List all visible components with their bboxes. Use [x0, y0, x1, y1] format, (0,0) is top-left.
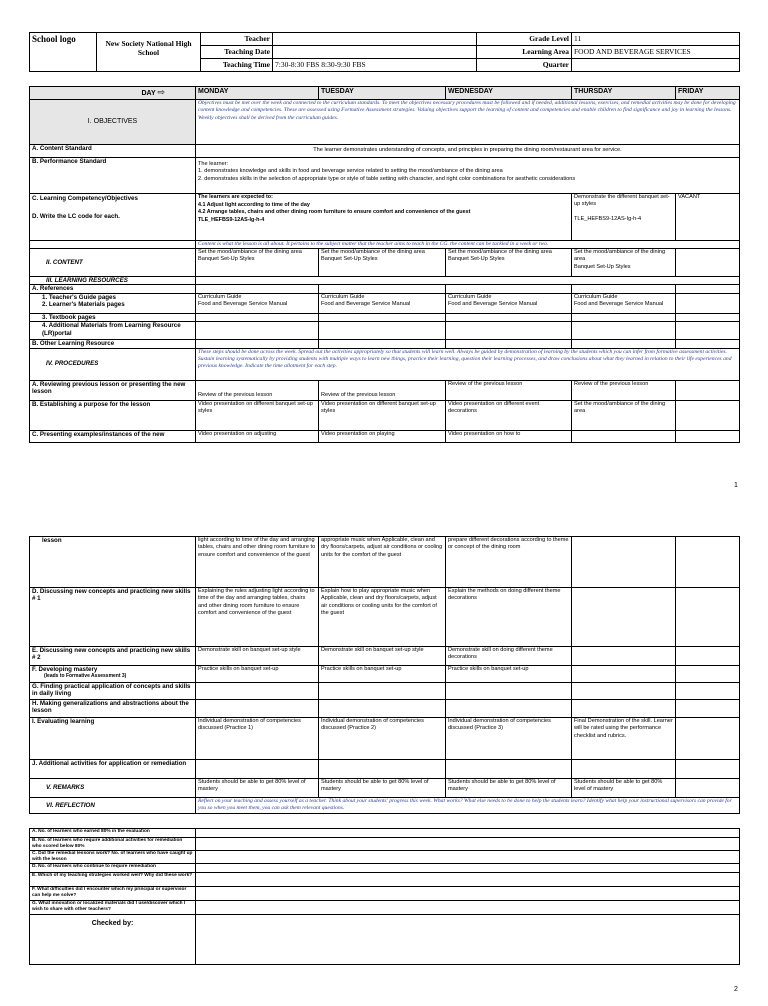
grade-level-value: 11 [572, 33, 740, 46]
textbook-mon [196, 313, 319, 321]
additional-tue [319, 322, 446, 340]
textbook-label: 3. Textbook pages [30, 313, 196, 321]
content-note: Content is what the lesson is all about. It pertains to the subject matter that the teacher aims to teach in the CG. the content can be tackled in a week or two. [196, 241, 740, 249]
references-label: A. References [30, 285, 196, 293]
textbook-fri [676, 313, 740, 321]
learners-materials-label: 2. Learner's Materials pages [42, 301, 125, 309]
other-mon [196, 340, 319, 348]
additional-materials-label: 4. Additional Materials from Learning Resource (LR)portal [30, 322, 196, 340]
procedure-i-friday [676, 718, 740, 760]
procedure-d-label: D. Discussing new concepts and practicing new skills # 1 [30, 588, 196, 647]
procedure-c-monday-cont: light according to time of the day and arranging tables, chairs and other dining room furniture to ensure comfort and convenience of the guest [196, 537, 319, 588]
content-thursday: Set the mood/ambiance of the dining area Banquet Set-Up Styles [572, 249, 676, 277]
content-note-spacer [30, 241, 196, 249]
procedure-b-tuesday: Video presentation on different banquet set-up styles [319, 400, 446, 430]
procedure-e-tuesday: Demonstrate skill on banquet set-up style [319, 647, 446, 666]
teaching-date-label: Teaching Date [201, 46, 273, 59]
references-mon [196, 285, 319, 293]
procedure-c-wednesday-cont: prepare different decorations according to theme or concept of the dining room [446, 537, 572, 588]
competency-friday: VACANT [676, 194, 740, 241]
procedure-e-label: E. Discussing new concepts and practicing new skills # 2 [30, 647, 196, 666]
procedure-c-tuesday: Video presentation on playing [319, 430, 446, 442]
references-fri [676, 285, 740, 293]
procedure-c-label: C. Presenting examples/instances of the new [30, 430, 196, 442]
procedure-g-label: G. Finding practical application of concepts and skills in daily living [30, 683, 196, 700]
remarks-tuesday: Students should be able to get 80% level of mastery [319, 779, 446, 798]
procedure-h-thu [572, 700, 676, 718]
procedure-b-monday: Video presentation on different banquet set-up styles [196, 400, 319, 430]
day-label: DAY [141, 90, 156, 97]
procedure-h-fri [676, 700, 740, 718]
procedure-c-friday-cont [676, 537, 740, 588]
content-standard-label: A. Content Standard [30, 145, 196, 158]
procedure-c-tuesday-cont: appropriate music when Applicable, clean and dry floors/carpets, adjust air conditions or cooling units for the comfort of the guest [319, 537, 446, 588]
additional-thu [572, 322, 676, 340]
procedure-j-mon [196, 760, 319, 779]
textbook-tue [319, 313, 446, 321]
friday-header: FRIDAY [676, 87, 740, 100]
reflection-e-value [196, 873, 740, 887]
reflection-c-label: C. Did the remedial lessons work? No. of learners who have caught up with the lesson [30, 851, 196, 864]
procedure-c-thursday-cont [572, 537, 676, 588]
resources-thursday: Curriculum Guide Food and Beverage Service Manual [572, 293, 676, 313]
resources-tuesday: Curriculum Guide Food and Beverage Service Manual [319, 293, 446, 313]
other-thu [572, 340, 676, 348]
other-fri [676, 340, 740, 348]
procedure-i-wednesday: Individual demonstration of competencies discussed (Practice 3) [446, 718, 572, 760]
quarter-label: Quarter [477, 59, 572, 72]
procedure-f-label [30, 666, 196, 683]
other-resource-label: B. Other Learning Resource [30, 340, 196, 348]
other-wed [446, 340, 572, 348]
grade-level-label: Grade Level [477, 33, 572, 46]
performance-standard-text: The learner: 1. demonstrates knowledge and skills in food and beverage service related to setting the mood/ambiance of the dining area 2. demonstrates skills in the selection of appropriate type or style of table setting with character, and right color combinations for aesthetic considerations [196, 158, 740, 194]
procedure-e-friday [676, 647, 740, 666]
objectives-title: I. OBJECTIVES [30, 100, 196, 145]
procedure-c-friday [676, 430, 740, 442]
reflection-c-value [196, 851, 740, 864]
procedure-b-label: B. Establishing a purpose for the lesson [30, 400, 196, 430]
quarter-value [572, 59, 740, 72]
procedure-f-thursday [572, 666, 676, 683]
textbook-thu [572, 313, 676, 321]
procedure-h-mon [196, 700, 319, 718]
additional-wed [446, 322, 572, 340]
resources-friday [676, 293, 740, 313]
procedure-c-wednesday: Video presentation on how to [446, 430, 572, 442]
teacher-value [273, 33, 477, 46]
remarks-label: V. REMARKS [30, 779, 196, 798]
procedure-f-wednesday: Practice skills on banquet set-up [446, 666, 572, 683]
competency-thursday: Demonstrate the different banquet set-up styles TLE_HEFBS9-12AS-Ig-h-4 [572, 194, 676, 241]
procedure-j-wed [446, 760, 572, 779]
reflection-a-value [196, 829, 740, 838]
reflection-g-value [196, 901, 740, 915]
teaching-time-value: 7:30-8:30 FBS 8:30-9:30 FBS [273, 59, 477, 72]
competency-labels [30, 194, 196, 241]
procedure-a-monday: Review of the previous lesson [196, 380, 319, 400]
lesson-plan-table-page1 [29, 86, 740, 443]
procedure-a-friday [676, 380, 740, 400]
teachers-guide-label: 1. Teacher's Guide pages [42, 293, 116, 301]
other-tue [319, 340, 446, 348]
reflection-note: Reflect on your teaching and assess yourself as a teacher. Think about your students' progress this week. What works? What else needs to be done to help the students learn? Identify what help your instructional supervisors can provide for you so when you meet them, you can ask them relevant questions. [196, 798, 740, 814]
procedures-title: IV. PROCEDURES [30, 348, 196, 380]
tg-lm-labels [30, 293, 196, 313]
reflection-d-label: D. No. of learners who continue to require remediation [30, 864, 196, 873]
wednesday-header: WEDNESDAY [446, 87, 572, 100]
teaching-time-label: Teaching Time [201, 59, 273, 72]
reflection-d-value [196, 864, 740, 873]
resources-wednesday: Curriculum Guide Food and Beverage Service Manual [446, 293, 572, 313]
page-number-1: 1 [734, 482, 738, 489]
procedure-e-thursday [572, 647, 676, 666]
performance-standard-label: B. Performance Standard [30, 158, 196, 194]
procedure-i-tuesday: Individual demonstration of competencies discussed (Practice 2) [319, 718, 446, 760]
procedure-h-tue [319, 700, 446, 718]
procedure-d-friday [676, 588, 740, 647]
learning-area-label: Learning Area [477, 46, 572, 59]
resources-monday: Curriculum Guide Food and Beverage Service Manual [196, 293, 319, 313]
monday-header: MONDAY [196, 87, 319, 100]
competency-label: C. Learning Competency/Objectives [32, 195, 138, 202]
header-table [29, 32, 740, 72]
lc-code-label: D. Write the LC code for each. [32, 213, 120, 220]
procedure-a-wednesday: Review of the previous lesson [446, 380, 572, 400]
checked-by-label: Checked by: [30, 915, 196, 965]
procedure-d-thursday [572, 588, 676, 647]
procedure-f-friday [676, 666, 740, 683]
teaching-date-value [273, 46, 477, 59]
procedure-c-monday: Video presentation on adjusting [196, 430, 319, 442]
references-wed [446, 285, 572, 293]
procedure-j-label: J. Additional activities for application or remediation [30, 760, 196, 779]
reflection-b-value [196, 838, 740, 851]
procedure-e-wednesday: Demonstrate skill on doing different theme decorations [446, 647, 572, 666]
remarks-thursday: Students should be able to get 80% level of mastery [572, 779, 676, 798]
developing-mastery-label: F. Developing mastery [32, 666, 98, 673]
thursday-header: THURSDAY [572, 87, 676, 100]
procedure-a-tuesday: Review of the previous lesson [319, 380, 446, 400]
content-friday [676, 249, 740, 277]
textbook-wed [446, 313, 572, 321]
reflection-table [29, 828, 740, 965]
procedure-c-label-cont: lesson [30, 537, 196, 588]
remarks-wednesday: Students should be able to get 80% level of mastery [446, 779, 572, 798]
content-monday: Set the mood/ambiance of the dining area Banquet Set-Up Styles [196, 249, 319, 277]
procedure-i-monday: Individual demonstration of competencies discussed (Practice 1) [196, 718, 319, 760]
reflection-b-label: B. No. of learners who require additional activities for remediation who scored below 80% [30, 838, 196, 851]
procedure-h-label: H. Making generalizations and abstractions about the lesson [30, 700, 196, 718]
procedure-b-thursday: Set the mood/ambiance of the dining area [572, 400, 676, 430]
remarks-friday [676, 779, 740, 798]
procedures-note: These steps should be done across the week. Spread out the activities appropriately so that students will learn well. Always be guided by demonstration of learning by the students which you can infer from formative assessment activities. Sustain learning systematically by providing students with multiple ways to learn new things, practice their learning, question their learning processes, and draw conclusions about what they learned in relation to their life experiences and previous knowledge. Indicate the time allotment for each step. [196, 348, 740, 380]
procedure-j-tue [319, 760, 446, 779]
procedure-j-fri [676, 760, 740, 779]
content-tuesday: Set the mood/ambiance of the dining area Banquet Set-Up Styles [319, 249, 446, 277]
reflection-a-label: A. No. of learners who earned 80% in the evaluation [30, 829, 196, 838]
additional-mon [196, 322, 319, 340]
procedure-d-tuesday: Explain how to play appropriate music when Applicable, clean and dry floors/carpets, adjust air conditions or cooling units for the comfort of the guest [319, 588, 446, 647]
arrow-right-icon: ⇨ [157, 87, 165, 97]
formative-assessment-label: (leads to Formative Assessment 3) [44, 673, 127, 680]
procedure-g-mon [196, 683, 319, 700]
procedure-b-wednesday: Video presentation on different event decorations [446, 400, 572, 430]
page-number-2: 2 [734, 986, 738, 993]
teacher-label: Teacher [201, 33, 273, 46]
reflection-label: VI. REFLECTION [30, 798, 196, 814]
learning-area-value: FOOD AND BEVERAGE SERVICES [572, 46, 740, 59]
checked-by-value [196, 915, 740, 965]
lesson-plan-table-page2 [29, 536, 740, 814]
school-name: New Society National High School [97, 33, 201, 72]
school-logo: School logo [30, 33, 97, 72]
additional-fri [676, 322, 740, 340]
reflection-f-value [196, 887, 740, 901]
procedure-i-thursday: Final Demonstration of the skill. Learner will be rated using the performance checklist and rubrics. [572, 718, 676, 760]
content-standard-text: The learner demonstrates understanding of concepts, and principles in preparing the dining room/restaurant area for service. [196, 145, 740, 158]
procedure-b-friday [676, 400, 740, 430]
procedure-f-monday: Practice skills on banquet set-up [196, 666, 319, 683]
procedure-d-wednesday: Explain the methods on doing different theme decorations [446, 588, 572, 647]
references-thu [572, 285, 676, 293]
reflection-f-label: F. What difficulties did I encounter which my principal or supervisor can help me solve? [30, 887, 196, 901]
procedure-a-label: A. Reviewing previous lesson or presenting the new lesson [30, 380, 196, 400]
competency-mwf: The learners are expected to: 4.1 Adjust light according to time of the day 4.2 Arrange tables, chairs and other dining room furniture to ensure comfort and convenience of the guest TLE_HEFBS9-12AS-Ig-h-4 [196, 194, 572, 241]
day-header [30, 87, 196, 100]
content-title: II. CONTENT [30, 249, 196, 277]
resources-title: III. LEARNING RESOURCES [30, 277, 196, 285]
tuesday-header: TUESDAY [319, 87, 446, 100]
reflection-e-label: E. Which of my teaching strategies worked well? Why did these work? [30, 873, 196, 887]
objectives-note: Objectives must be met over the week and connected to the curriculum standards. To meet the objectives necessary procedures must be followed and if needed, additional lessons, exercises, and remedial activities may be done for developing content knowledge and competencies. These are assessed using Formative Assessment strategies. Valuing objectives support the learning of content and competencies and enable children to find significance and joy in learning the lessons. Weekly objectives shall be derived from the curriculum guides. [196, 100, 740, 145]
remarks-monday: Students should be able to get 80% level of mastery [196, 779, 319, 798]
procedure-i-label: I. Evaluating learning [30, 718, 196, 760]
procedure-a-thursday: Review of the previous lesson [572, 380, 676, 400]
procedure-e-monday: Demonstrate skill on banquet set-up style [196, 647, 319, 666]
procedure-c-thursday [572, 430, 676, 442]
procedure-g-fri [676, 683, 740, 700]
procedure-j-thu [572, 760, 676, 779]
procedure-g-wed [446, 683, 572, 700]
resources-title-span [196, 277, 740, 285]
references-tue [319, 285, 446, 293]
procedure-g-thu [572, 683, 676, 700]
procedure-f-tuesday: Practice skills on banquet set-up [319, 666, 446, 683]
procedure-g-tue [319, 683, 446, 700]
reflection-g-label: G. What innovation or localized materials did I use/discover which I wish to share with other teachers? [30, 901, 196, 915]
procedure-h-wed [446, 700, 572, 718]
content-wednesday: Set the mood/ambiance of the dining area Banquet Set-Up Styles [446, 249, 572, 277]
procedure-d-monday: Explaining the rules adjusting light according to time of the day and arranging tables, chairs and other dining room furniture to ensure comfort and convenience of the guest [196, 588, 319, 647]
